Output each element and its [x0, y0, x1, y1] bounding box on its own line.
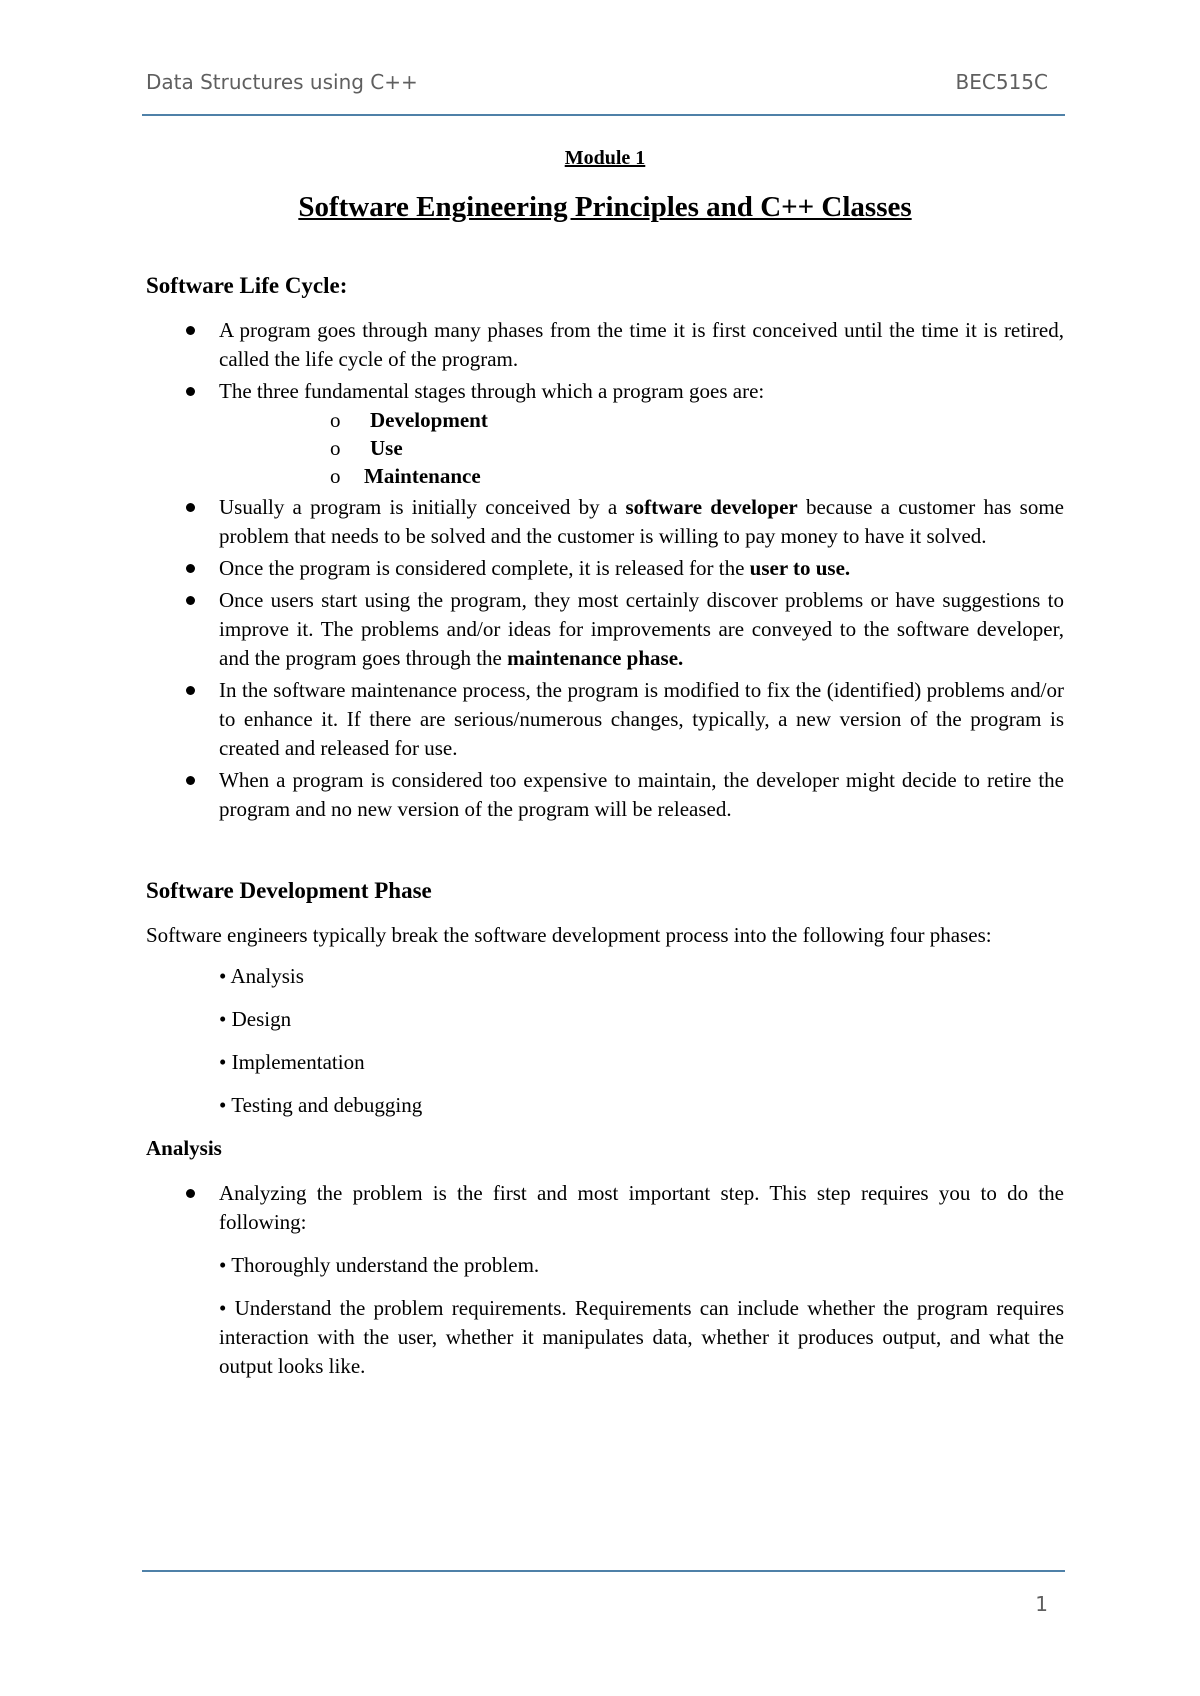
list-item — [146, 586, 1064, 673]
stage-item — [219, 434, 1064, 462]
list-item-text: Analyzing the problem is the first and most important step. This step requires you to do the following: — [219, 1181, 1064, 1234]
phase-item: • Testing and debugging — [219, 1093, 423, 1117]
stage-list — [219, 406, 1064, 490]
list-item — [146, 493, 1064, 551]
phase-item: • Analysis — [219, 964, 304, 988]
bullet-icon — [186, 326, 195, 335]
list-item — [146, 766, 1064, 824]
bold-text-run: maintenance phase. — [507, 646, 684, 670]
development-intro: Software engineers typically break the software development process into the following four phases: — [146, 923, 992, 947]
list-item-text: When a program is considered too expensive to maintain, the developer might decide to retire the program and no new version of the program will be released. — [219, 768, 1064, 821]
page-title: Software Engineering Principles and C++ Classes — [298, 191, 912, 223]
bold-text-run: user to use. — [749, 556, 851, 580]
phase-list — [219, 962, 1064, 1120]
list-item-text: A program goes through many phases from the time it is first conceived until the time it is retired, called the life cycle of the program. — [219, 318, 1064, 371]
bold-text-run: software developer — [625, 495, 798, 519]
bullet-icon — [186, 596, 195, 605]
bullet-icon — [186, 503, 195, 512]
circle-bullet-icon: o — [330, 436, 341, 460]
list-item — [146, 676, 1064, 763]
bullet-icon — [186, 387, 195, 396]
circle-bullet-icon: o — [330, 464, 341, 488]
stage-label: Development — [370, 408, 488, 432]
page-content — [146, 144, 1064, 1381]
page-number: 1 — [1035, 1592, 1048, 1616]
heading-analysis: Analysis — [146, 1136, 222, 1160]
footer-rule — [142, 1570, 1065, 1572]
bullet-icon — [186, 776, 195, 785]
bullet-icon — [186, 564, 195, 573]
text-run: Usually a program is initially conceived by a — [219, 495, 626, 519]
header-course-title: Data Structures using C++ — [146, 70, 418, 94]
stage-label: Use — [370, 436, 403, 460]
stage-item — [219, 406, 1064, 434]
list-item — [146, 316, 1064, 374]
stage-label: Maintenance — [364, 464, 481, 488]
list-item — [146, 377, 1064, 490]
header-course-code: BEC515C — [955, 70, 1048, 94]
list-item-text: The three fundamental stages through which a program goes are: — [219, 379, 765, 403]
life-cycle-list — [146, 316, 1064, 824]
analysis-list — [146, 1179, 1064, 1237]
circle-bullet-icon: o — [330, 408, 341, 432]
header-rule — [142, 114, 1065, 116]
analysis-subpoint: • Understand the problem requirements. Requirements can include whether the program requires interaction with the user, whether it manipulates data, whether it produces output, and what the output looks like. — [219, 1296, 1064, 1378]
text-run: because a customer has some problem that needs to be solved and the customer is willing to pay money to have it solved. — [219, 495, 1064, 548]
text-run: Once users start using the program, they most certainly discover problems or have suggestions to improve it. The problems and/or ideas for improvements are conveyed to the software developer, and the program goes through the — [219, 588, 1064, 670]
phase-item: • Implementation — [219, 1050, 365, 1074]
bullet-icon — [186, 686, 195, 695]
bullet-icon — [186, 1189, 195, 1198]
text-run: Once the program is considered complete, it is released for the — [219, 556, 750, 580]
list-item-text: In the software maintenance process, the program is modified to fix the (identified) problems and/or to enhance it. If there are serious/numerous changes, typically, a new version of the program is created and released for use. — [219, 678, 1064, 760]
list-item — [146, 554, 1064, 583]
analysis-subpoint: • Thoroughly understand the problem. — [219, 1253, 540, 1277]
heading-software-life-cycle: Software Life Cycle: — [146, 273, 348, 298]
list-item — [146, 1179, 1064, 1237]
phase-item: • Design — [219, 1007, 292, 1031]
heading-software-development-phase: Software Development Phase — [146, 878, 432, 903]
module-label: Module 1 — [564, 147, 646, 169]
stage-item — [219, 462, 1064, 490]
